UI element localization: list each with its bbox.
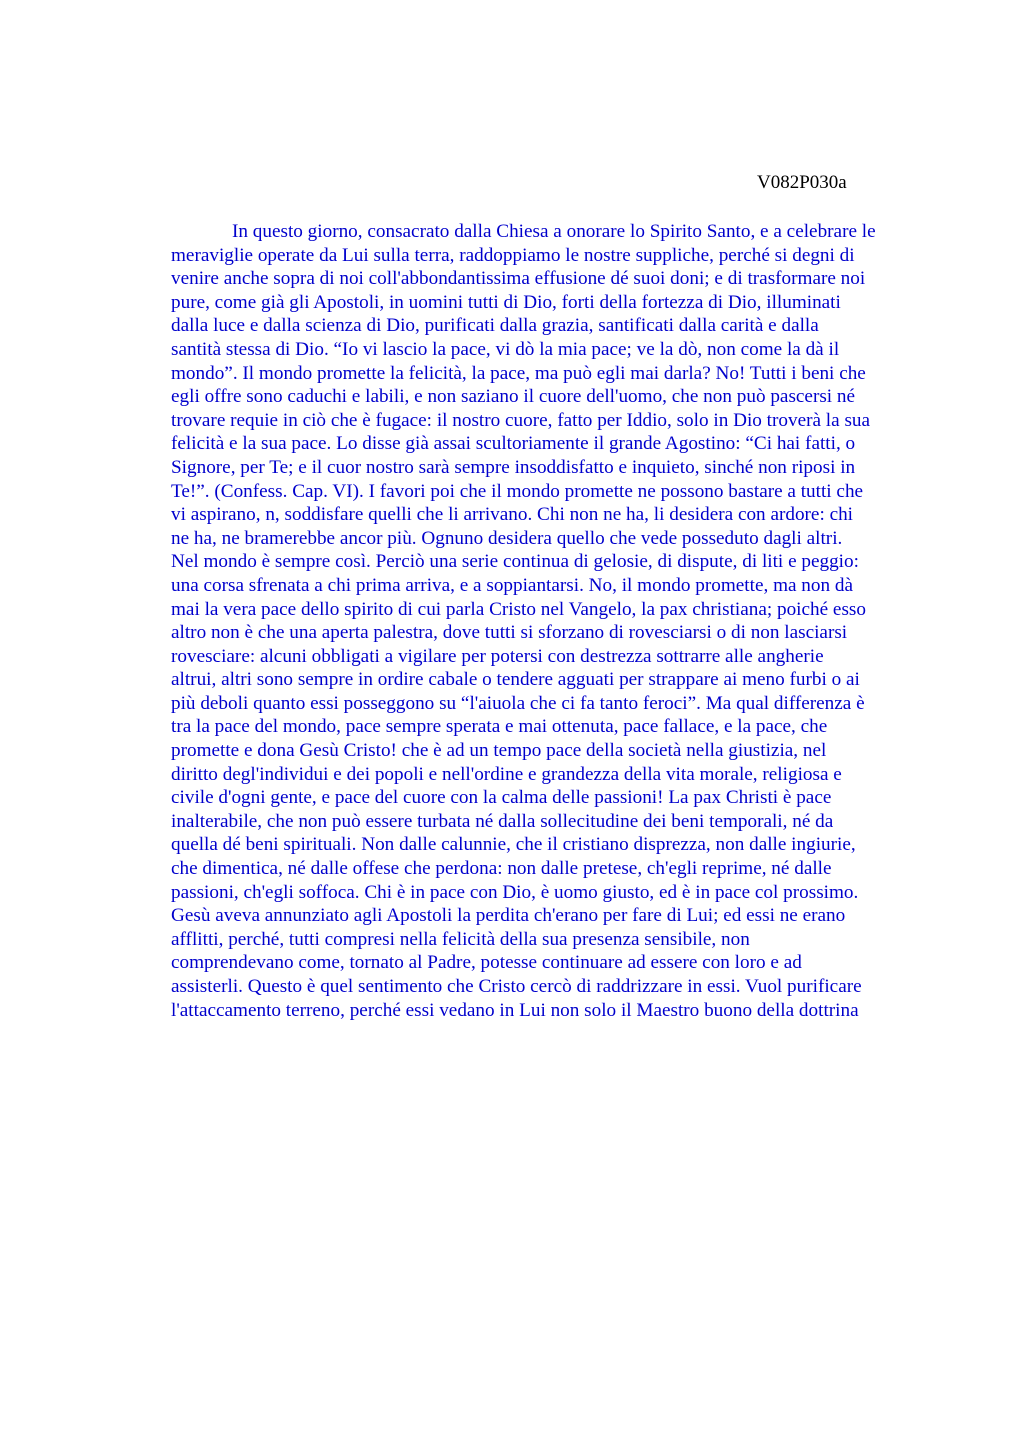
text-line: Nel mondo è sempre così. Perciò una serie continua di gelosie, di dispute, di liti e peggio: [171, 551, 859, 573]
text-line: felicità e la sua pace. Lo disse già assai scultoriamente il grande Agostino: “Ci hai fatti, o [171, 433, 856, 455]
text-line: inalterabile, che non può essere turbata né dalla sollecitudine dei beni temporali, né da [171, 810, 834, 832]
text-line: quella dé beni spirituali. Non dalle calunnie, che il cristiano disprezza, non dalle ingiurie, [171, 834, 856, 856]
text-line: afflitti, perché, tutti compresi nella felicità della sua presenza sensibile, non [171, 928, 750, 950]
text-line: meraviglie operate da Lui sulla terra, raddoppiamo le nostre suppliche, perché si degni di [171, 244, 855, 266]
text-line: altrui, altri sono sempre in ordire cabale o tendere agguati per strappare ai meno furbi o ai [171, 669, 860, 691]
text-line: che dimentica, né dalle offese che perdona: non dalle pretese, ch'egli reprime, né dalle [171, 858, 832, 880]
document-code: V082P030a [757, 172, 847, 193]
text-line: una corsa sfrenata a chi prima arriva, e a soppiantarsi. No, il mondo promette, ma non dà [171, 574, 853, 596]
text-line: trovare requie in ciò che è fugace: il nostro cuore, fatto per Iddio, solo in Dio troverà la sua [171, 409, 871, 431]
text-line: tra la pace del mondo, pace sempre sperata e mai ottenuta, pace fallace, e la pace, che [171, 716, 828, 738]
text-line: assisterli. Questo è quel sentimento che Cristo cercò di raddrizzare in essi. Vuol purificare [171, 976, 862, 997]
text-line: Gesù aveva annunziato agli Apostoli la perdita ch'erano per fare di Lui; ed essi ne erano [171, 905, 846, 927]
text-line: ne ha, ne bramerebbe ancor più. Ognuno desidera quello che vede posseduto dagli altri. [171, 527, 843, 549]
document-body [171, 220, 931, 1022]
text-line: l'attaccamento terreno, perché essi vedano in Lui non solo il Maestro buono della dottrina [171, 999, 859, 1021]
text-line: Te!”. (Confess. Cap. VI). I favori poi che il mondo promette ne possono bastare a tutti che [171, 480, 864, 502]
text-line: santità stessa di Dio. “Io vi lascio la pace, vi dò la mia pace; ve la dò, non come la dà il [171, 338, 840, 360]
text-line: vi aspirano, n, soddisfare quelli che li arrivano. Chi non ne ha, li desidera con ardore: chi [171, 504, 854, 526]
text-line: In questo giorno, consacrato dalla Chiesa a onorare lo Spirito Santo, e a celebrare le [232, 221, 876, 242]
text-line: civile d'ogni gente, e pace del cuore con la calma delle passioni! La pax Christi è pace [171, 787, 832, 809]
text-line: diritto degl'individui e dei popoli e nell'ordine e grandezza della vita morale, religiosa e [171, 763, 842, 785]
text-line: più deboli quanto essi posseggono su “l'aiuola che ci fa tanto feroci”. Ma qual differenza è [171, 692, 865, 714]
text-line: Signore, per Te; e il cuor nostro sarà sempre insoddisfatto e inquieto, sinché non riposi in [171, 456, 856, 478]
text-line: altro non è che una aperta palestra, dove tutti si sforzano di rovesciarsi o di non lasciarsi [171, 622, 848, 644]
text-line: pure, come già gli Apostoli, in uomini tutti di Dio, forti della fortezza di Dio, illuminati [171, 291, 841, 313]
text-line: dalla luce e dalla scienza di Dio, purificati dalla grazia, santificati dalla carità e dalla [171, 315, 819, 337]
text-line: comprendevano come, tornato al Padre, potesse continuare ad essere con loro e ad [171, 952, 802, 974]
text-line: mai la vera pace dello spirito di cui parla Cristo nel Vangelo, la pax christiana; poiché esso [171, 598, 866, 620]
text-line: egli offre sono caduchi e labili, e non saziano il cuore dell'uomo, che non può pascersi né [171, 386, 856, 408]
text-line: passioni, ch'egli soffoca. Chi è in pace con Dio, è uomo giusto, ed è in pace col prossimo. [171, 881, 859, 903]
text-line: promette e dona Gesù Cristo! che è ad un tempo pace della società nella giustizia, nel [171, 740, 827, 762]
text-line: rovesciare: alcuni obbligati a vigilare per potersi con destrezza sottrarre alle angherie [171, 645, 824, 667]
text-line: mondo”. Il mondo promette la felicità, la pace, ma può egli mai darla? No! Tutti i beni che [171, 362, 866, 384]
text-line: venire anche sopra di noi coll'abbondantissima effusione dé suoi doni; e di trasformare noi [171, 268, 866, 290]
